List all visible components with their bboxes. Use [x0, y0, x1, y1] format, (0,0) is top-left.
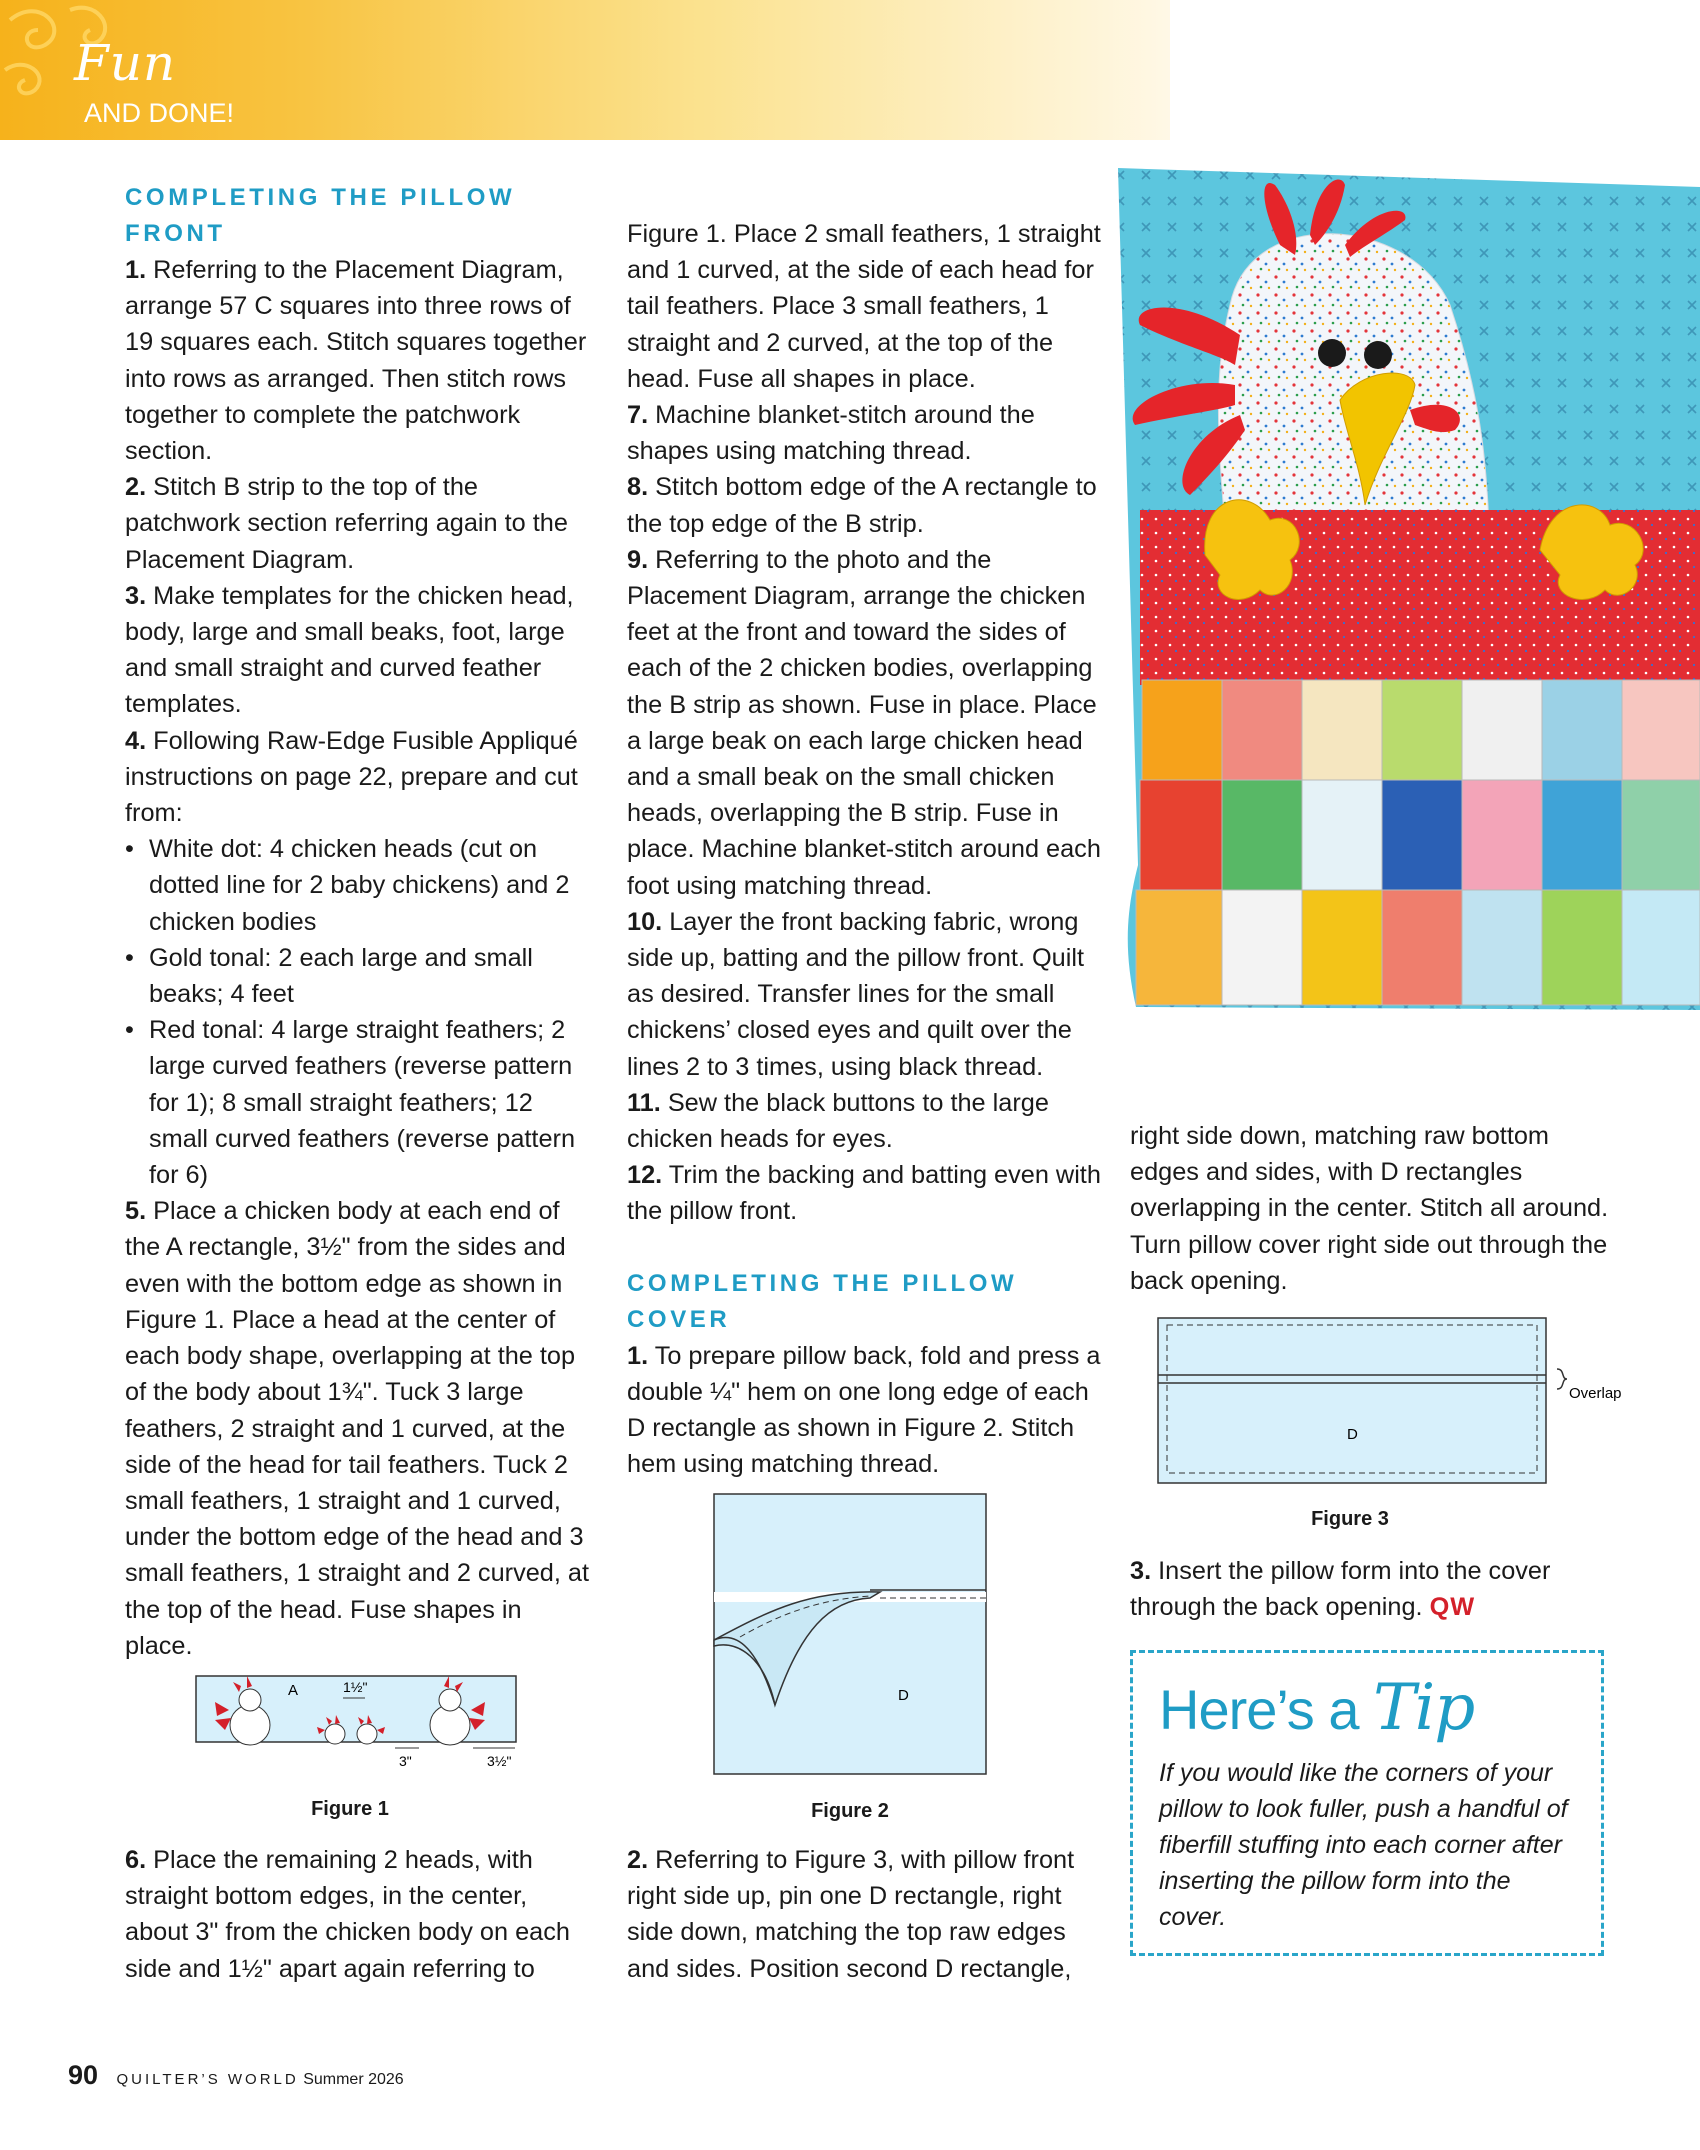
issue-date: Summer 2026 [303, 2071, 404, 2088]
spacer [627, 1230, 1107, 1266]
step-8: 8. Stitch bottom edge of the A rectangle to the top edge of the B strip. [627, 473, 1097, 538]
step-7: 7. Machine blanket-stitch around the shapes using matching thread. [627, 401, 1035, 466]
step-6: 6. Place the remaining 2 heads, with straight bottom edges, in the center, about 3" from the chicken body on each side and 1½" apart again referring to [125, 1846, 570, 1983]
figure-3-label-d: D [1347, 1426, 1358, 1443]
figure-2-caption: Figure 2 [811, 1800, 889, 1822]
step-2: 2. Stitch B strip to the top of the patchwork section referring again to the Placement Diagram. [125, 473, 568, 574]
column-2 [627, 216, 1107, 1483]
figure-1-dim-top: 1½" [343, 1679, 368, 1695]
tip-title: Here’s a Tip [1159, 1671, 1475, 1745]
tip-box [1130, 1650, 1604, 1956]
pillow-photo [1110, 165, 1700, 1025]
list-item: • Gold tonal: 2 each large and small beaks; 4 feet [125, 940, 595, 1012]
page-number: 90 [68, 2060, 99, 2090]
header-banner [0, 0, 1170, 140]
cover-step-3: 3. Insert the pillow form into the cover through the back opening. QW [1130, 1557, 1551, 1622]
section-heading-front: COMPLETING THE PILLOW FRONT [125, 184, 516, 247]
figure-2-diagram [710, 1490, 990, 1780]
brand-subtitle: AND DONE! [84, 98, 235, 128]
figure-3-caption: Figure 3 [1311, 1508, 1389, 1530]
step-9: 9. Referring to the photo and the Placement Diagram, arrange the chicken feet at the front and toward the sides of each of the 2 chicken bodies, overlapping the B strip as shown. Fuse in place. Place a large beak on each large chicken head and a small beak on the small chicken heads, overlapping the B strip. Fuse in place. Machine blanket-stitch around each foot using matching thread. [627, 545, 1101, 900]
brand-script: Fun [74, 34, 177, 92]
column-1-bottom [125, 1842, 595, 1987]
page-footer [68, 2060, 404, 2091]
figure-1-diagram [195, 1670, 525, 1770]
tip-body: If you would like the corners of your pillow to look fuller, push a handful of fiberfill stuffing into each corner after inserting the pillow form into the cover. [1159, 1759, 1568, 1931]
step-3: 3. Make templates for the chicken head, body, large and small beaks, foot, large and small straight and curved feather templates. [125, 581, 574, 719]
step-12: 12. Trim the backing and batting even with the pillow front. [627, 1161, 1101, 1226]
step-2-continuation: right side down, matching raw bottom edges and sides, with D rectangles overlapping in the center. Stitch all around. Turn pillow cover right side out through the back opening. [1130, 1122, 1609, 1295]
figure-1-caption: Figure 1 [311, 1798, 389, 1820]
figure-1-dim-35: 3½" [487, 1753, 512, 1769]
patchwork-grid [1136, 680, 1700, 1005]
column-1 [125, 180, 595, 1664]
column-3-bottom [1130, 1553, 1610, 1625]
step-1: 1. Referring to the Placement Diagram, arrange 57 C squares into three rows of 19 squares each. Stitch squares together into rows as arranged. Then stitch rows together to complete the patchwork section. [125, 256, 587, 466]
cut-list [125, 831, 595, 1193]
cover-step-2: 2. Referring to Figure 3, with pillow front right side up, pin one D rectangle, right side down, matching the top raw edges and sides. Position second D rectangle, [627, 1846, 1075, 1983]
figure-1-dim-3: 3" [399, 1753, 412, 1769]
figure-2-label-d: D [898, 1687, 909, 1704]
figure-1-label-a: A [288, 1682, 299, 1699]
section-heading-cover: COMPLETING THE PILLOW COVER [627, 1269, 1018, 1333]
step-10: 10. Layer the front backing fabric, wrong side up, batting and the pillow front. Quilt as desired. Transfer lines for the small chickens’ closed eyes and quilt over the lines 2 to 3 times, using black thread. [627, 907, 1085, 1081]
step-6-continuation: Figure 1. Place 2 small feathers, 1 straight and 1 curved, at the side of each head for tail feathers. Place 3 small feathers, 1 straight and 2 curved, at the top of the head. Fuse all shapes in place. [627, 220, 1101, 393]
list-item: • White dot: 4 chicken heads (cut on dotted line for 2 baby chickens) and 2 chicken bodies [125, 831, 595, 940]
column-2-bottom [627, 1842, 1107, 1987]
step-5: 5. Place a chicken body at each end of the A rectangle, 3½" from the sides and even with the bottom edge as shown in Figure 1. Place a head at the center of each body shape, overlapping at the top of the body about 1¾". Tuck 3 large feathers, 2 straight and 1 curved, at the side of the head for tail feathers. Tuck 2 small feathers, 1 straight and 1 curved, under the bottom edge of the head and 3 small feathers, 1 straight and 2 curved, at the top of the head. Fuse shapes in place. [125, 1197, 590, 1660]
list-item: • Red tonal: 4 large straight feathers; 2 large curved feathers (reverse pattern for 1); 8 small straight feathers; 12 small curved feathers (reverse pattern for 6) [125, 1012, 595, 1193]
column-3 [1130, 1118, 1610, 1299]
publication-name: QUILTER’S WORLD [116, 2071, 299, 2088]
figure-3-diagram [1155, 1315, 1635, 1485]
figure-3-label-overlap: Overlap [1569, 1385, 1622, 1402]
step-4: 4. Following Raw-Edge Fusible Appliqué instructions on page 22, prepare and cut from: [125, 726, 578, 828]
cover-step-1: 1. To prepare pillow back, fold and press a double ¼" hem on one long edge of each D rectangle as shown in Figure 2. Stitch hem using matching thread. [627, 1341, 1101, 1479]
step-11: 11. Sew the black buttons to the large chicken heads for eyes. [627, 1088, 1049, 1154]
qw-end-mark: QW [1429, 1593, 1476, 1622]
